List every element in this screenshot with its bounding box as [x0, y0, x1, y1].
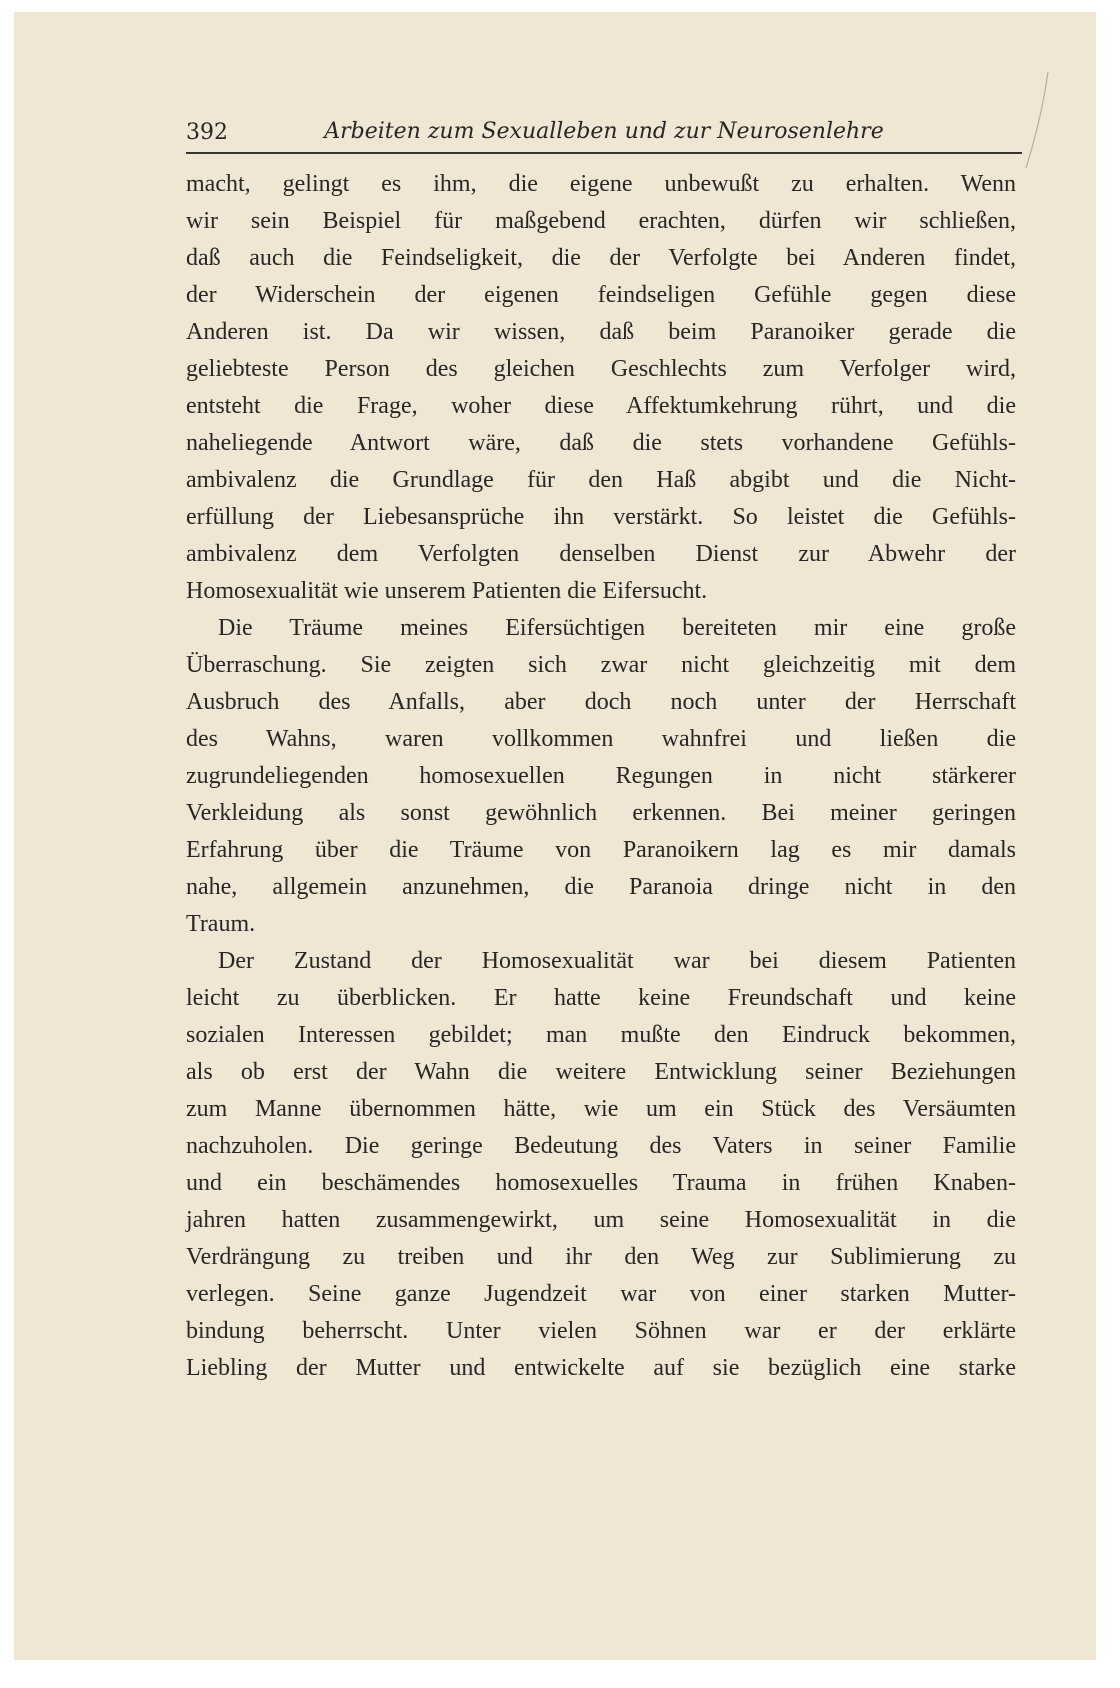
- text-line: ambivalenz dem Verfolgten denselben Dienst zur Abwehr der: [186, 541, 1016, 567]
- text-line: naheliegende Antwort wäre, daß die stets vorhandene Gefühls-: [186, 430, 1016, 456]
- body-text: [186, 166, 1016, 1387]
- header-rule: [186, 152, 1022, 154]
- text-line: zugrundeliegenden homosexuellen Regungen in nicht stärkerer: [186, 763, 1016, 789]
- text-line: der Widerschein der eigenen feindseligen Gefühle gegen diese: [186, 282, 1016, 308]
- text-line: Liebling der Mutter und entwickelte auf sie bezüglich eine starke: [186, 1355, 1016, 1381]
- text-line: daß auch die Feindseligkeit, die der Verfolgte bei Anderen findet,: [186, 245, 1016, 271]
- text-line: Ausbruch des Anfalls, aber doch noch unter der Herrschaft: [186, 689, 1016, 715]
- text-line: ambivalenz die Grundlage für den Haß abgibt und die Nicht-: [186, 467, 1016, 493]
- text-line: sozialen Interessen gebildet; man mußte den Eindruck bekommen,: [186, 1022, 1016, 1048]
- text-line: Anderen ist. Da wir wissen, daß beim Paranoiker gerade die: [186, 319, 1016, 345]
- text-line: macht, gelingt es ihm, die eigene unbewußt zu erhalten. Wenn: [186, 171, 1016, 197]
- text-line: entsteht die Frage, woher diese Affektumkehrung rührt, und die: [186, 393, 1016, 419]
- text-line: zum Manne übernommen hätte, wie um ein Stück des Versäumten: [186, 1096, 1016, 1122]
- text-line: Traum.: [186, 911, 256, 937]
- page-number: 392: [186, 120, 228, 145]
- text-line: Homosexualität wie unserem Patienten die Eifersucht.: [186, 578, 708, 604]
- text-line: erfüllung der Liebesansprüche ihn verstärkt. So leistet die Gefühls-: [186, 504, 1016, 530]
- running-head: [186, 116, 1022, 150]
- text-line: nachzuholen. Die geringe Bedeutung des Vaters in seiner Familie: [186, 1133, 1016, 1159]
- text-line: wir sein Beispiel für maßgebend erachten, dürfen wir schließen,: [186, 208, 1016, 234]
- text-line: des Wahns, waren vollkommen wahnfrei und ließen die: [186, 726, 1016, 752]
- text-line: bindung beherrscht. Unter vielen Söhnen war er der erklärte: [186, 1318, 1016, 1344]
- running-title: Arbeiten zum Sexualleben und zur Neurosenlehre: [324, 119, 884, 144]
- text-line: geliebteste Person des gleichen Geschlechts zum Verfolger wird,: [186, 356, 1016, 382]
- text-line: Verkleidung als sonst gewöhnlich erkennen. Bei meiner geringen: [186, 800, 1016, 826]
- margin-pencil-mark: [1018, 70, 1058, 170]
- text-line: leicht zu überblicken. Er hatte keine Freundschaft und keine: [186, 985, 1016, 1011]
- text-line: Verdrängung zu treiben und ihr den Weg zur Sublimierung zu: [186, 1244, 1016, 1270]
- text-line: verlegen. Seine ganze Jugendzeit war von einer starken Mutter-: [186, 1281, 1016, 1307]
- text-line: Überraschung. Sie zeigten sich zwar nicht gleichzeitig mit dem: [186, 652, 1016, 678]
- text-line: nahe, allgemein anzunehmen, die Paranoia dringe nicht in den: [186, 874, 1016, 900]
- text-line: und ein beschämendes homosexuelles Trauma in frühen Knaben-: [186, 1170, 1016, 1196]
- text-line: Die Träume meines Eifersüchtigen bereiteten mir eine große: [218, 615, 1016, 641]
- text-line: jahren hatten zusammengewirkt, um seine Homosexualität in die: [186, 1207, 1016, 1233]
- text-line: Der Zustand der Homosexualität war bei diesem Patienten: [218, 948, 1016, 974]
- text-line: als ob erst der Wahn die weitere Entwicklung seiner Beziehungen: [186, 1059, 1016, 1085]
- text-line: Erfahrung über die Träume von Paranoikern lag es mir damals: [186, 837, 1016, 863]
